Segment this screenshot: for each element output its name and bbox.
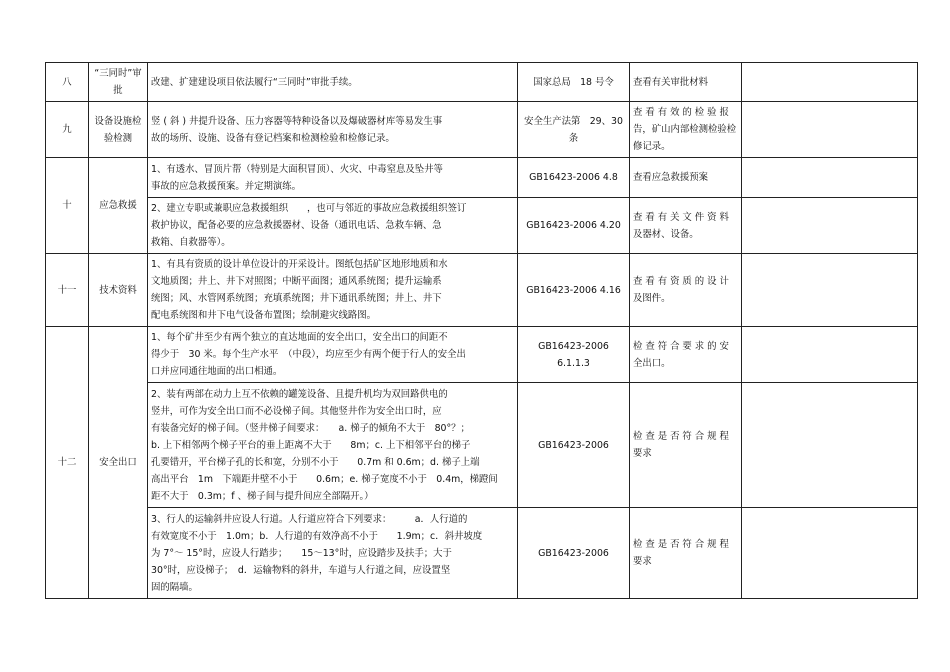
content-line: 孔要错开，平台梯子孔的长和宽，分别不小于 0.7m 和 0.6m；d. 梯子上端 <box>151 456 480 468</box>
inspection-method: 查看有关审批材料 <box>630 63 742 102</box>
inspection-method: 查 看 有 关 文 件 资 料及器材、设备。 <box>630 198 742 254</box>
remarks-cell <box>742 327 918 383</box>
content-line: 有效宽度不小于 1.0m；b．人行道的有效净高不小于 1.9m；c．斜井坡度 <box>151 530 483 542</box>
inspection-item: 应急救援 <box>89 158 148 254</box>
row-number: 九 <box>46 102 89 158</box>
legal-basis: 安全生产法第 29、30 条 <box>518 102 630 158</box>
content-line: 1、有具有资质的设计单位设计的开采设计。图纸包括矿区地形地质和水 <box>151 259 448 270</box>
inspection-item: 安全出口 <box>89 327 148 599</box>
remarks-cell <box>742 63 918 102</box>
remarks-cell <box>742 383 918 508</box>
inspection-content <box>148 158 518 198</box>
legal-basis: GB16423-2006 4.16 <box>518 254 630 327</box>
inspection-content <box>148 63 518 102</box>
table-row <box>46 63 918 102</box>
content-line: 高出平台 1m 下端距井壁不小于 0.6m；e. 梯子宽度不小于 0.4m，梯蹬间 <box>151 473 498 485</box>
inspection-content <box>148 327 518 383</box>
content-line: 有装备完好的梯子间。（竖井梯子间要求： a. 梯子的倾角不大于 80°？； <box>151 422 470 434</box>
content-line: 2、装有两部在动力上互不依赖的罐笼设备、且提升机均为双回路供电的 <box>151 388 448 400</box>
content-line: 救护协议，配备必要的应急救援器材、设备（通讯电话、急救车辆、急 <box>151 220 442 231</box>
content-line: 故的场所、设施、设备有登记档案和检测检验和检修记录。 <box>151 132 395 144</box>
table-row <box>46 198 918 254</box>
inspection-method: 检 查 符 合 要 求 的 安全出口。 <box>630 327 742 383</box>
content-line: 1、有透水、冒顶片帮（特别是大面积冒顶）、火灾、中毒窒息及坠井等 <box>151 163 443 175</box>
content-line: 3、行人的运输斜井应设人行道。人行道应符合下列要求： a．人行道的 <box>151 513 468 525</box>
inspection-method: 查 看 有 效 的 检 验 报告，矿山内部检测检验检修记录。 <box>630 102 742 158</box>
legal-basis: GB16423-2006 <box>518 383 630 508</box>
legal-basis: GB16423-2006 4.8 <box>518 158 630 198</box>
content-line: 30°时，应设梯子； d．运输物料的斜井，车道与人行道之间，应设置坚 <box>151 564 451 576</box>
legal-basis: GB16423-2006 <box>518 508 630 599</box>
content-line: 改建、扩建建设项目依法履行“三同时”审批手续。 <box>151 76 358 88</box>
content-line: 事故的应急救援预案。并定期演练。 <box>151 180 302 192</box>
table-row <box>46 327 918 383</box>
inspection-content <box>148 508 518 599</box>
remarks-cell <box>742 254 918 327</box>
inspection-method: 查 看 有 资 质 的 设 计及图件。 <box>630 254 742 327</box>
content-line: 口并应同通往地面的出口相通。 <box>151 366 283 377</box>
inspection-item: 设备设施检验检测 <box>89 102 148 158</box>
inspection-method: 检 查 是 否 符 合 规 程要求 <box>630 508 742 599</box>
content-line: 文地质图；井上、井下对照图；中断平面图；通风系统图；提升运输系 <box>151 276 442 287</box>
content-line: b. 上下相邻两个梯子平台的垂上距离不大于 8m；c. 上下相邻平台的梯子 <box>151 439 471 451</box>
row-number: 十一 <box>46 254 89 327</box>
table-row <box>46 383 918 508</box>
content-line: 2、建立专职或兼职应急救援组织 ，也可与邻近的事故应急救援组织签订 <box>151 203 467 214</box>
content-line: 1、每个矿井至少有两个独立的直达地面的安全出口，安全出口的间距不 <box>151 332 448 343</box>
inspection-content <box>148 198 518 254</box>
content-line: 统图；风、水管网系统图；充填系统图；井下通讯系统图；井上、井下 <box>151 293 442 304</box>
remarks-cell <box>742 508 918 599</box>
legal-basis: 国家总局 18 号令 <box>518 63 630 102</box>
remarks-cell <box>742 198 918 254</box>
content-line: 固的隔墙。 <box>151 581 198 593</box>
content-line: 竖井，可作为安全出口而不必设梯子间。其他竖井作为安全出口时，应 <box>151 405 442 417</box>
table-row <box>46 254 918 327</box>
inspection-method: 检 查 是 否 符 合 规 程要求 <box>630 383 742 508</box>
table-row <box>46 158 918 198</box>
remarks-cell <box>742 102 918 158</box>
inspection-method: 查看应急救援预案 <box>630 158 742 198</box>
table-row <box>46 102 918 158</box>
content-line: 竖 ( 斜 ) 井提升设备、压力容器等特种设备以及爆破器材库等易发生事 <box>151 115 443 127</box>
content-line: 为 7°～ 15°时，应设人行踏步； 15～13°时，应设踏步及扶手；大于 <box>151 547 452 559</box>
inspection-item: “三同时”审批 <box>89 63 148 102</box>
legal-basis: GB16423-2006 4.20 <box>518 198 630 254</box>
content-line: 得少于 30 米。每个生产水平 （中段），均应至少有两个便于行人的安全出 <box>151 349 466 360</box>
legal-basis: GB16423-2006 6.1.1.3 <box>518 327 630 383</box>
row-number: 十二 <box>46 327 89 599</box>
inspection-content <box>148 102 518 158</box>
inspection-content <box>148 383 518 508</box>
content-line: 配电系统图和井下电气设备布置图；绘制避灾线路图。 <box>151 310 377 321</box>
table-row <box>46 508 918 599</box>
row-number: 八 <box>46 63 89 102</box>
inspection-content <box>148 254 518 327</box>
content-line: 救箱、自救器等）。 <box>151 237 231 248</box>
remarks-cell <box>742 158 918 198</box>
inspection-item: 技术资料 <box>89 254 148 327</box>
content-line: 距不大于 0.3m；f 、梯子间与提升间应全部隔开。） <box>151 490 374 502</box>
row-number: 十 <box>46 158 89 254</box>
inspection-table <box>45 62 918 599</box>
